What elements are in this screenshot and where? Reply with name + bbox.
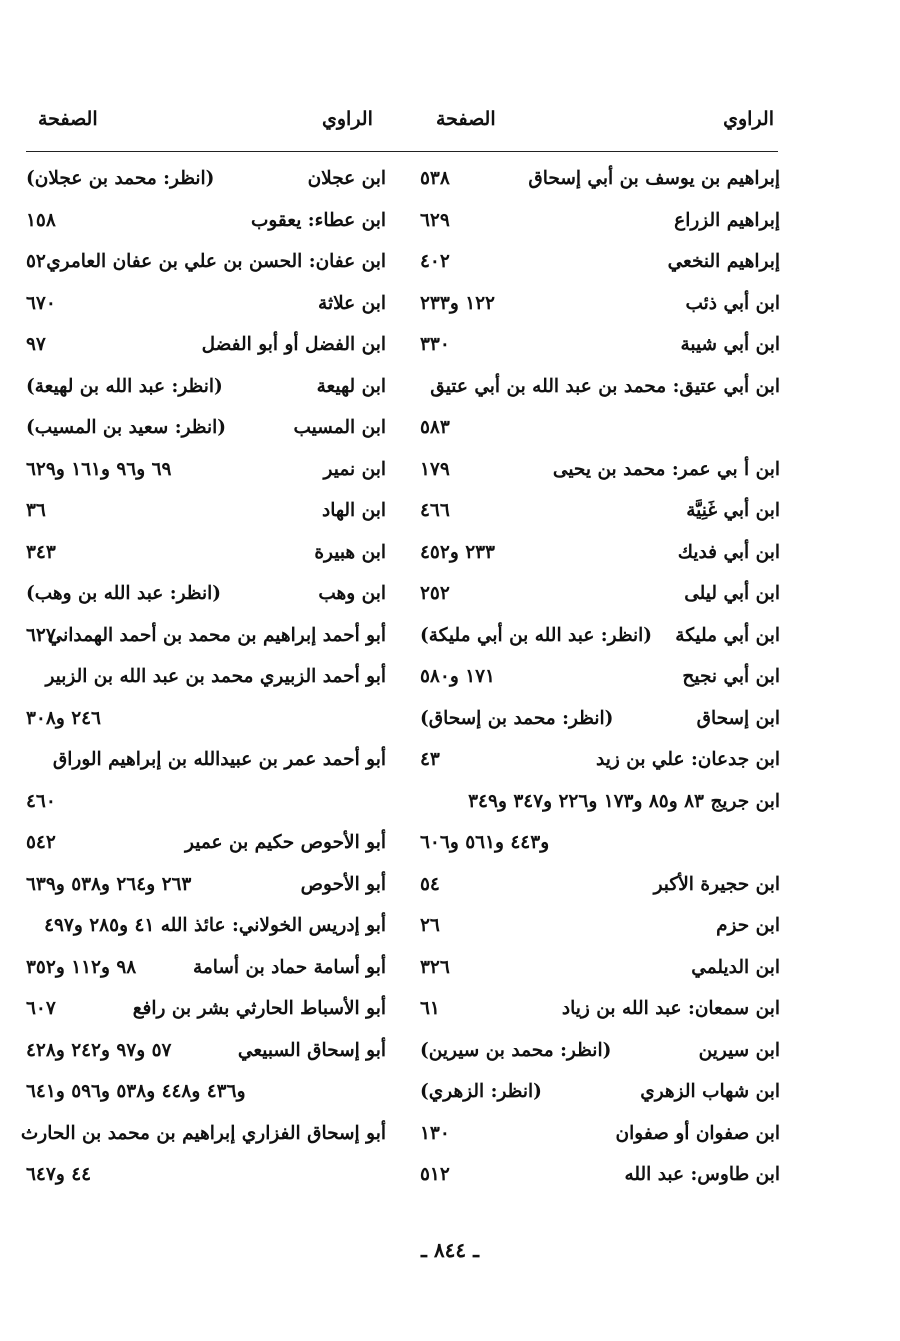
page-reference: (انظر: الزهري)	[420, 1081, 542, 1102]
page-reference: (انظر: عبد الله بن وهب)	[26, 583, 222, 604]
entry-text: أبو إدريس الخولاني: عائذ الله ٤١ و٢٨٥ و٤٩٧	[44, 915, 386, 936]
index-entry	[420, 1040, 780, 1082]
header-left-narrator: الراوي	[322, 108, 373, 130]
page-reference: ٢٣٣ و٤٥٢	[420, 541, 495, 563]
index-entry	[420, 957, 780, 999]
index-entry	[20, 1122, 386, 1165]
narrator-name: ابن أبي ذئب	[685, 292, 780, 314]
entry-text: أبو أحمد عمر بن عبيدالله بن إبراهيم الوراق	[52, 749, 386, 770]
index-entry	[26, 998, 386, 1040]
page-reference: ٦٢٧	[26, 624, 56, 646]
narrator-name: إبراهيم النخعي	[667, 251, 780, 272]
narrator-name: أبو أحمد إبراهيم بن محمد بن أحمد الهمداني	[47, 624, 386, 646]
narrator-name: ابن أبي نجيح	[682, 666, 780, 687]
narrator-name: ابن سيرين	[698, 1039, 780, 1061]
page-reference: ٦٩ و٩٦ و١٦١ و٦٢٩	[26, 458, 172, 480]
index-entry	[26, 583, 386, 625]
page-reference: (انظر: محمد بن عجلان)	[26, 168, 215, 189]
right-index-column	[420, 168, 780, 1206]
index-entry	[26, 1040, 386, 1082]
entry-text: ابن أبي عتيق: محمد بن عبد الله بن أبي عتيق	[430, 375, 780, 397]
index-entry	[420, 542, 780, 584]
entry-text: ابن جريج ٨٣ و٨٥ و١٧٣ و٢٢٦ و٣٤٧ و٣٤٩	[468, 790, 780, 812]
page-reference: و٤٤٣ و٥٦١ و٦٠٦	[420, 832, 550, 853]
narrator-name: ابن لهيعة	[316, 375, 386, 397]
page-reference: ٥٤٢	[26, 832, 56, 853]
index-entry	[420, 334, 780, 376]
narrator-name: أبو الأسباط الحارثي بشر بن رافع	[132, 998, 386, 1019]
page-number: ـ ٨٤٤ ـ	[421, 1238, 479, 1262]
narrator-name: أبو الأحوص حكيم بن عمير	[185, 832, 386, 853]
page-reference: (انظر: عبد الله بن أبي مليكة)	[420, 624, 653, 646]
index-entry	[420, 1081, 780, 1123]
page-reference: (انظر: عبد الله بن لهيعة)	[26, 375, 223, 397]
page-reference: ٦٢٩	[420, 209, 450, 231]
index-entry	[26, 708, 386, 750]
index-entry	[420, 666, 780, 708]
narrator-name: ابن أبي ليلى	[684, 583, 780, 604]
page-reference: ١٧٩	[420, 458, 450, 480]
narrator-name: ابن وهب	[318, 583, 386, 604]
index-entry	[420, 708, 780, 750]
narrator-name: ابن عفان: الحسن بن علي بن عفان العامري	[46, 251, 386, 272]
page-reference: ١٥٨	[26, 209, 56, 231]
index-entry	[26, 1164, 386, 1206]
index-entry	[420, 459, 780, 501]
narrator-name: ابن عجلان	[307, 168, 386, 189]
header-right-page: الصفحة	[436, 108, 496, 130]
page-reference: ٤٣	[420, 749, 440, 770]
page-reference: ١٣٠	[420, 1122, 450, 1144]
index-entry	[26, 417, 386, 459]
index-entry	[420, 251, 780, 293]
page-reference: ٩٨ و١١٢ و٣٥٢	[26, 956, 137, 978]
page-reference: ٥٢	[26, 251, 46, 272]
page-reference: ٦٧٠	[26, 292, 56, 314]
page-reference: و٤٣٦ و٤٤٨ و٥٣٨ و٥٩٦ و٦٤١	[26, 1081, 246, 1102]
narrator-name: ابن الهاد	[322, 500, 386, 521]
index-entry	[26, 500, 386, 542]
narrator-name: ابن أبي شيبة	[680, 334, 780, 355]
index-entry	[26, 957, 386, 999]
index-entry	[420, 1123, 780, 1165]
page-reference: ٤٠٢	[420, 251, 450, 272]
index-entry	[26, 168, 386, 210]
index-entry	[26, 334, 386, 376]
page-reference: ٥٤	[420, 873, 440, 895]
page-reference: ٣٦	[26, 500, 46, 521]
page-reference: ٤٦٦	[420, 500, 450, 521]
index-entry	[420, 168, 780, 210]
narrator-name: ابن هبيرة	[314, 541, 386, 563]
page-reference: ٩٧	[26, 334, 46, 355]
index-entry	[420, 749, 780, 791]
narrator-name: ابن أبي فديك	[677, 541, 780, 563]
narrator-name: ابن إسحاق	[696, 707, 780, 729]
index-entry	[26, 293, 386, 335]
page-reference: ٥١٢	[420, 1164, 450, 1185]
page-reference: ٦١	[420, 998, 440, 1019]
index-entry	[26, 625, 386, 667]
index-entry	[420, 625, 780, 667]
narrator-name: إبراهيم بن يوسف بن أبي إسحاق	[528, 168, 780, 189]
narrator-name: ابن علاثة	[318, 292, 386, 314]
page-reference: ١٢٢ و٢٣٣	[420, 292, 495, 314]
left-index-column	[20, 168, 386, 1206]
index-entry	[420, 791, 780, 833]
header-rule	[26, 151, 778, 152]
page-reference: (انظر: سعيد بن المسيب)	[26, 417, 227, 438]
index-entry	[26, 376, 386, 418]
narrator-name: أبو أسامة حماد بن أسامة	[192, 956, 386, 978]
narrator-name: أبو الأحوص	[300, 873, 386, 895]
narrator-name: ابن حزم	[716, 915, 780, 936]
index-entry	[26, 542, 386, 584]
index-entry	[26, 874, 386, 916]
index-entry	[420, 210, 780, 252]
narrator-name: ابن نمير	[323, 458, 386, 480]
narrator-name: ابن الديلمي	[691, 956, 780, 978]
index-entry	[26, 832, 386, 874]
page-reference: ٤٤ و٦٤٧	[26, 1164, 92, 1185]
index-entry	[420, 915, 780, 957]
index-entry	[26, 251, 386, 293]
narrator-name: ابن عطاء: يعقوب	[250, 209, 386, 231]
index-entry	[420, 293, 780, 335]
index-entry	[26, 915, 386, 957]
page-reference: ٢٤٦ و٣٠٨	[26, 707, 101, 729]
narrator-name: ابن سمعان: عبد الله بن زياد	[561, 998, 780, 1019]
page-reference: ٤٦٠	[26, 790, 56, 812]
index-entry	[26, 1081, 386, 1123]
narrator-name: ابن أبي مليكة	[675, 624, 780, 646]
narrator-name: ابن أ بي عمر: محمد بن يحيى	[552, 458, 780, 480]
narrator-name: إبراهيم الزراع	[674, 209, 780, 231]
index-entry	[420, 874, 780, 916]
narrator-name: ابن صفوان أو صفوان	[615, 1122, 780, 1144]
page-reference: ١٧١ و٥٨٠	[420, 666, 495, 687]
index-entry	[26, 459, 386, 501]
page-reference: ٥٣٨	[420, 168, 450, 189]
header-right-narrator: الراوي	[723, 108, 774, 130]
page-reference: (انظر: محمد بن إسحاق)	[420, 707, 614, 729]
page-reference: ٢٥٢	[420, 583, 450, 604]
index-entry	[420, 1164, 780, 1206]
page-reference: ٦٠٧	[26, 998, 56, 1019]
page-reference: ٣٢٦	[420, 956, 450, 978]
index-entry	[26, 749, 386, 791]
index-entry	[420, 500, 780, 542]
entry-text: أبو أحمد الزبيري محمد بن عبد الله بن الزبير	[45, 666, 386, 687]
index-entry	[26, 791, 386, 833]
narrator-name: ابن الفضل أو أبو الفضل	[201, 334, 386, 355]
narrator-name: ابن حجيرة الأكبر	[653, 873, 780, 895]
page-reference: ٣٣٠	[420, 334, 450, 355]
entry-text: أبو إسحاق الفزاري إبراهيم بن محمد بن الحارث	[20, 1122, 386, 1144]
page-reference: ٥٨٣	[420, 417, 450, 438]
index-entry	[420, 376, 780, 418]
index-entry	[420, 583, 780, 625]
narrator-name: ابن أبي غَنِيَّة	[686, 500, 780, 521]
page-reference: ٢٦	[420, 915, 440, 936]
page-reference: (انظر: محمد بن سيرين)	[420, 1039, 612, 1061]
index-entry	[26, 666, 386, 708]
narrator-name: ابن المسيب	[293, 417, 386, 438]
narrator-name: ابن طاوس: عبد الله	[624, 1164, 780, 1185]
narrator-name: ابن جدعان: علي بن زيد	[596, 749, 780, 770]
narrator-name: أبو إسحاق السبيعي	[237, 1039, 386, 1061]
index-entry	[420, 998, 780, 1040]
header-left-page: الصفحة	[38, 108, 98, 130]
narrator-name: ابن شهاب الزهري	[640, 1081, 780, 1102]
page-reference: ٣٤٣	[26, 541, 56, 563]
page-reference: ٢٦٣ و٢٦٤ و٥٣٨ و٦٣٩	[26, 873, 192, 895]
index-entry	[26, 210, 386, 252]
index-entry	[420, 417, 780, 459]
index-entry	[420, 832, 780, 874]
page-reference: ٥٧ و٩٧ و٢٤٢ و٤٢٨	[26, 1039, 172, 1061]
